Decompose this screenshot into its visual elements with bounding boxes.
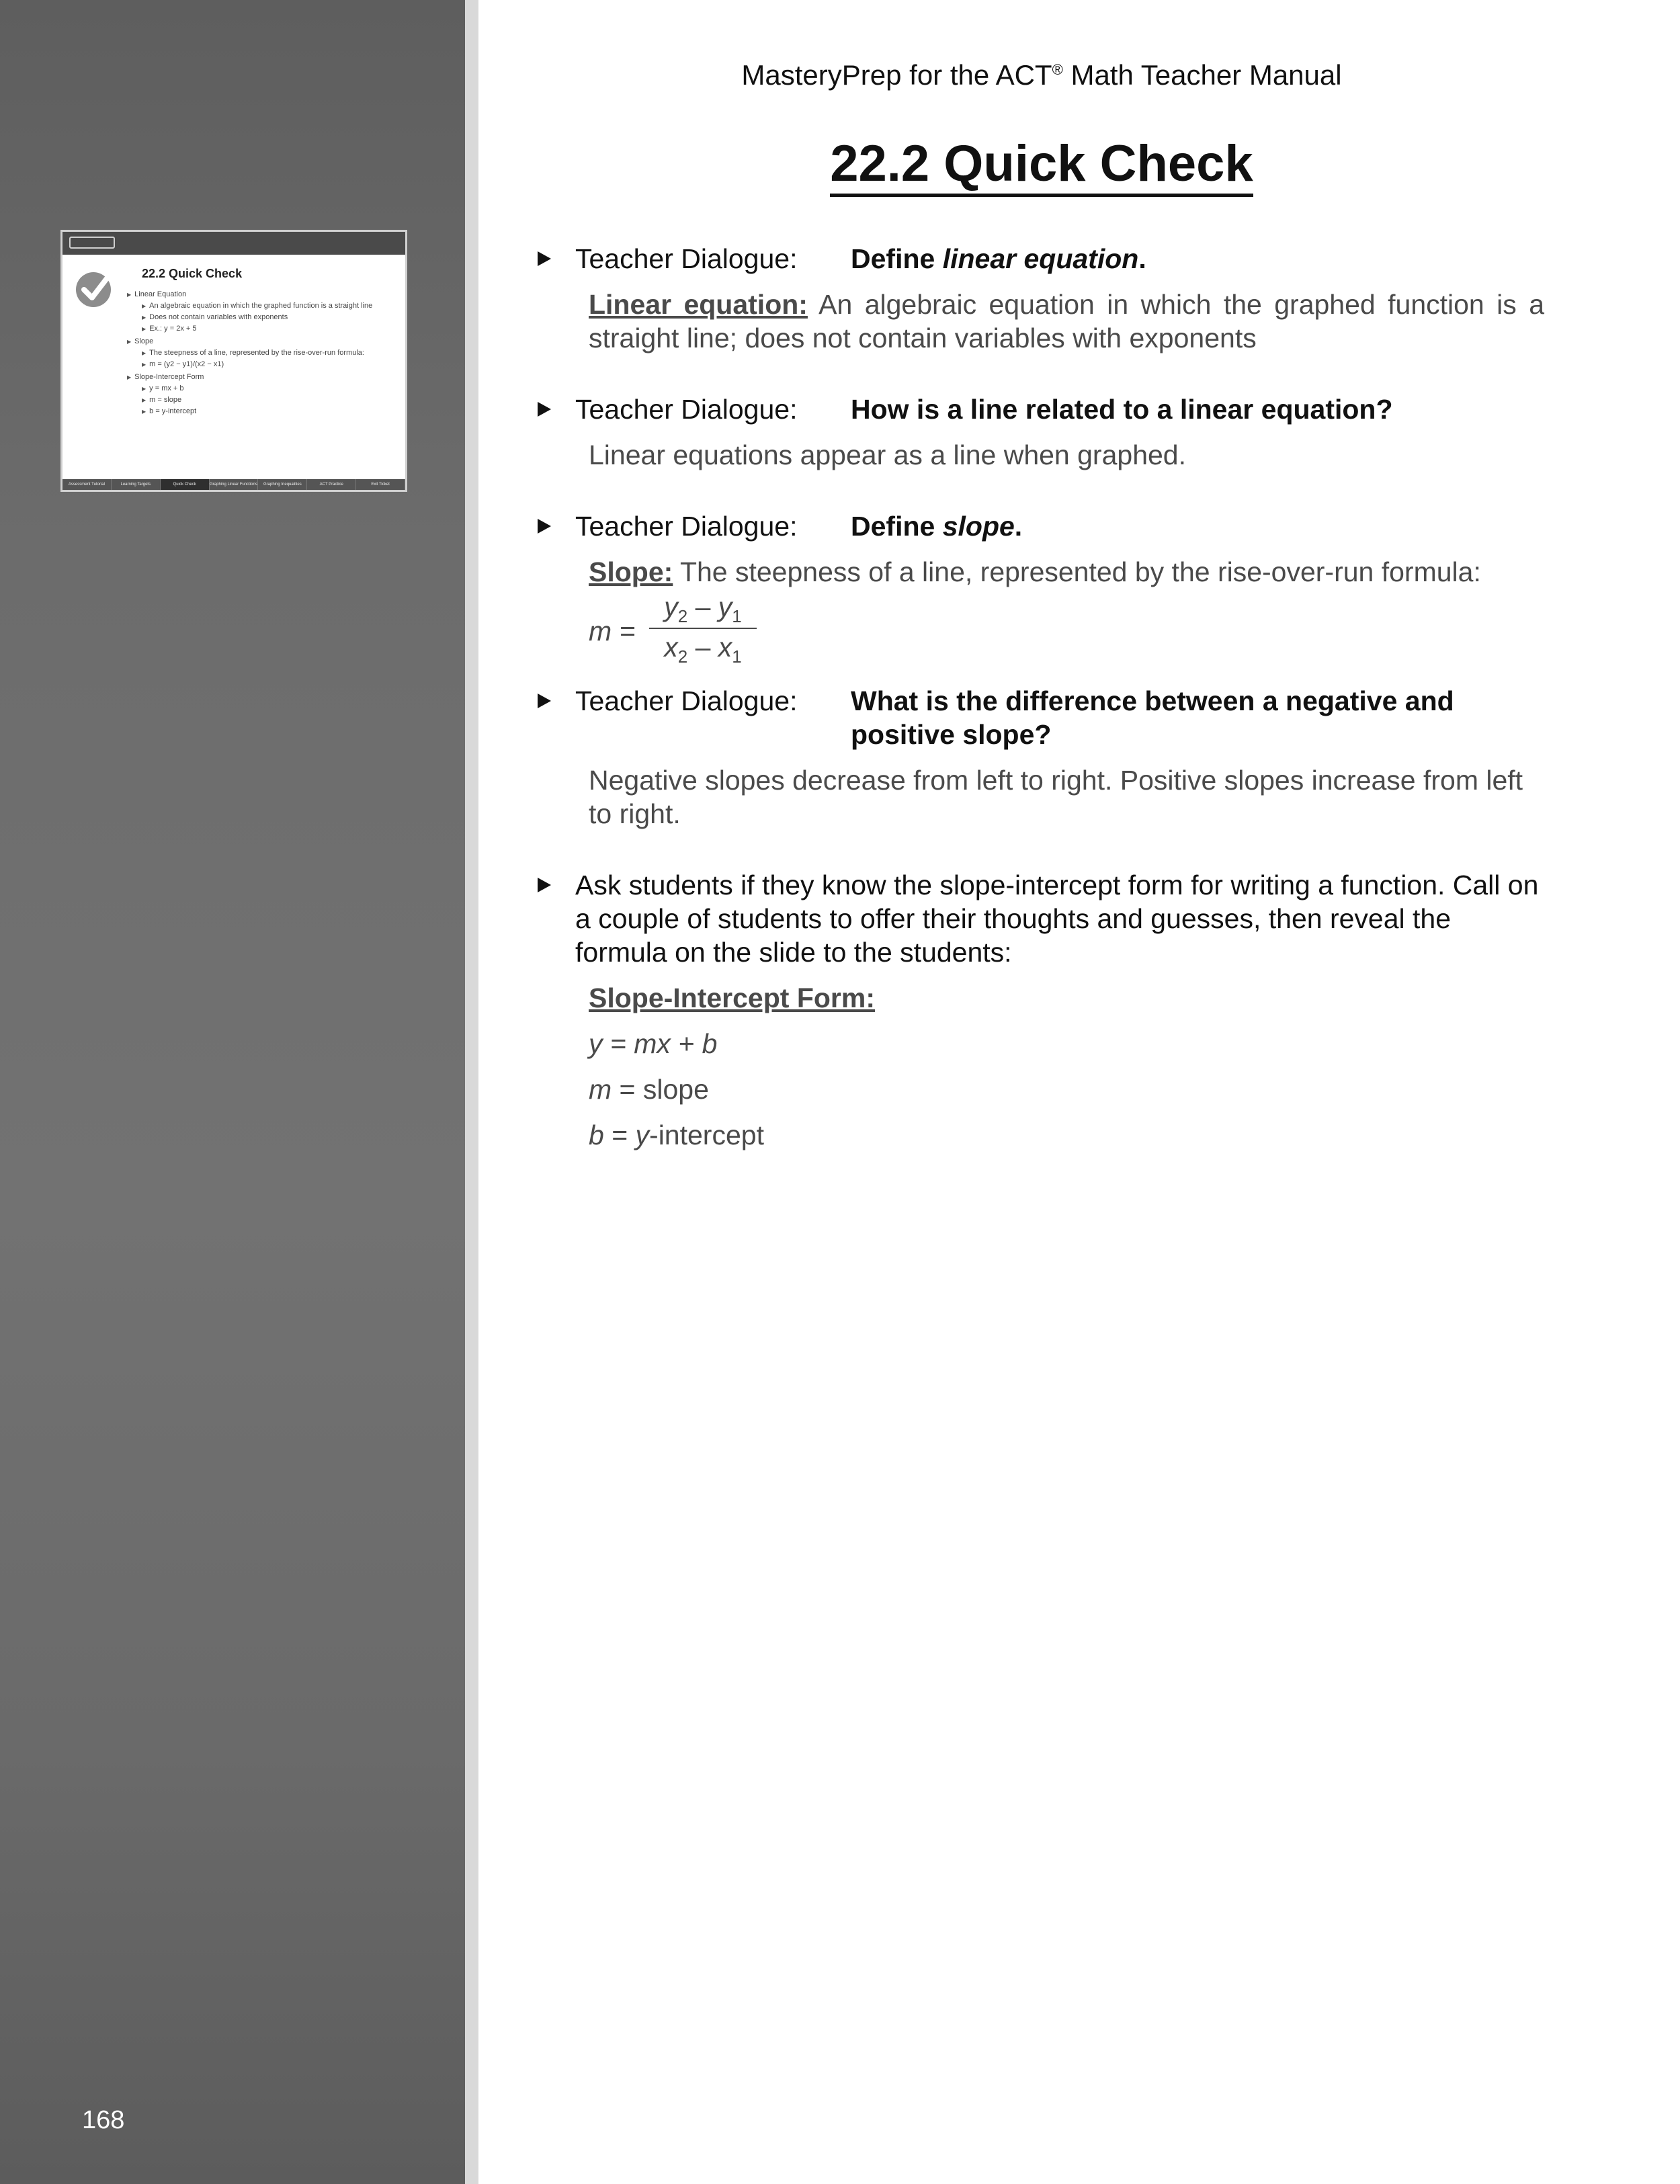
page-title bbox=[478, 134, 1605, 193]
slide-title: 22.2 Quick Check bbox=[142, 267, 243, 280]
teacher-dialogue-label: Teacher Dialogue: bbox=[575, 243, 798, 274]
slide-nav-bar bbox=[62, 479, 405, 490]
prompt-emphasis: slope bbox=[942, 511, 1015, 542]
dialogue-prompt bbox=[851, 509, 1543, 543]
slide-bullet-text: Slope-Intercept Form bbox=[134, 373, 204, 381]
dialogue-row bbox=[538, 684, 1546, 751]
num-var: y bbox=[718, 591, 732, 622]
formula-line-3 bbox=[589, 1118, 1544, 1152]
slide-bullet-item bbox=[142, 348, 398, 358]
num-var: y bbox=[664, 591, 678, 622]
var-m: m bbox=[589, 1074, 612, 1105]
slide-header-bar bbox=[62, 232, 405, 255]
slide-bullet-icon: ▶ bbox=[142, 397, 146, 403]
formula-denominator bbox=[649, 632, 757, 667]
answer-text bbox=[589, 555, 1544, 589]
slide-nav-item: Graphing Linear Functions bbox=[210, 479, 259, 490]
dialogue-prompt bbox=[851, 242, 1543, 276]
slide-nav-item: Graphing Inequalities bbox=[258, 479, 307, 490]
slide-bullet-icon: ▶ bbox=[142, 409, 146, 415]
slope-formula bbox=[589, 591, 742, 667]
den-var: x bbox=[718, 632, 732, 663]
slide-bullet-text: Ex.: y = 2x + 5 bbox=[149, 325, 197, 333]
slide-bullet-item bbox=[142, 384, 398, 394]
dialogue-item-slope-sign bbox=[538, 684, 1546, 829]
slide-bullet-text: b = y-intercept bbox=[149, 407, 197, 415]
page-title-text: 22.2 Quick Check bbox=[830, 135, 1253, 197]
instruction-text: Ask students if they know the slope-intercept form for writing a function. Call on a couple of students to offer their thoughts and guesses, then reveal the formula on the slide to the students: bbox=[575, 870, 1539, 968]
answer-text: Negative slopes decrease from left to right. Positive slopes increase from left to right. bbox=[589, 765, 1523, 829]
sidebar-divider bbox=[465, 0, 478, 2184]
registered-mark: ® bbox=[1052, 61, 1063, 78]
slide-bullet-item bbox=[127, 290, 398, 300]
num-minus: – bbox=[687, 591, 718, 622]
teacher-dialogue-label: Teacher Dialogue: bbox=[575, 685, 798, 716]
prompt-post: . bbox=[1138, 243, 1146, 274]
slide-bullet-icon: ▶ bbox=[142, 350, 146, 356]
slide-bullet-text: m = (y2 − y1)/(x2 − x1) bbox=[149, 360, 224, 368]
checkmark-icon bbox=[73, 267, 116, 310]
slide-bullet-item bbox=[142, 324, 398, 334]
dialogue-item-line-relation bbox=[538, 392, 1546, 470]
formula-line-2 bbox=[589, 1073, 1544, 1106]
bullet-triangle-icon bbox=[538, 694, 551, 708]
slide-nav-item: Learning Targets bbox=[112, 479, 161, 490]
slide-bullet-text: The steepness of a line, represented by the rise-over-run formula: bbox=[149, 349, 364, 357]
slide-thumbnail bbox=[60, 230, 407, 492]
fraction-bar bbox=[649, 628, 757, 629]
prompt-emphasis: linear equation bbox=[942, 243, 1139, 274]
slide-bullet-icon: ▶ bbox=[142, 386, 146, 392]
header-title-post: Math Teacher Manual bbox=[1062, 59, 1342, 91]
answer-term: Linear equation: bbox=[589, 289, 808, 320]
slide-bullet-icon: ▶ bbox=[142, 326, 146, 332]
bullet-triangle-icon bbox=[538, 519, 551, 534]
formula-line-1: y = mx + b bbox=[589, 1028, 718, 1059]
page-number: 168 bbox=[82, 2106, 125, 2134]
dialogue-item-linear-equation bbox=[538, 242, 1546, 353]
slide-bullet-text: Does not contain variables with exponents bbox=[149, 313, 288, 321]
slide-bullet-text: Slope bbox=[134, 337, 154, 345]
den-var: x bbox=[664, 632, 678, 663]
slide-bullet-text: m = slope bbox=[149, 396, 182, 404]
slide-bullet-text: An algebraic equation in which the graphed function is a straight line bbox=[149, 302, 373, 310]
teacher-dialogue-label: Teacher Dialogue: bbox=[575, 394, 798, 425]
slide-bullet-text: y = mx + b bbox=[149, 384, 184, 392]
dialogue-row bbox=[538, 242, 1546, 280]
bullet-triangle-icon bbox=[538, 878, 551, 892]
intercept-text: -intercept bbox=[649, 1120, 764, 1150]
prompt-post: . bbox=[1014, 511, 1023, 542]
answer-term: Slope-Intercept Form: bbox=[589, 982, 875, 1013]
dialogue-item-slope bbox=[538, 509, 1546, 667]
slide-bullet-icon: ▶ bbox=[127, 339, 132, 345]
num-sub: 2 bbox=[677, 606, 688, 627]
slide-bullet-item bbox=[142, 360, 398, 370]
equals-text: = bbox=[603, 1120, 636, 1150]
slide-nav-item: ACT Practice bbox=[307, 479, 356, 490]
formula-numerator bbox=[649, 591, 757, 627]
answer-body: The steepness of a line, represented by the rise-over-run formula: bbox=[673, 556, 1481, 587]
slide-bullet-icon: ▶ bbox=[142, 303, 146, 309]
dialogue-prompt: How is a line related to a linear equation? bbox=[851, 394, 1393, 425]
slide-bullet-item bbox=[142, 312, 398, 323]
var-b: b bbox=[589, 1120, 604, 1150]
answer-text: Linear equations appear as a line when graphed. bbox=[589, 439, 1186, 470]
answer-term-line bbox=[589, 981, 1544, 1015]
answer-text bbox=[589, 288, 1544, 355]
slide-bullet-item bbox=[127, 337, 398, 347]
running-header bbox=[478, 59, 1605, 91]
slope-text: = slope bbox=[612, 1074, 709, 1105]
slide-bullet-text: Linear Equation bbox=[134, 290, 187, 298]
slide-bullet-item bbox=[142, 407, 398, 417]
den-sub: 1 bbox=[732, 646, 742, 667]
slide-bullet-icon: ▶ bbox=[127, 374, 132, 380]
slide-nav-item: Quick Check bbox=[161, 479, 210, 490]
slide-nav-item: Exit Ticket bbox=[356, 479, 405, 490]
prompt-pre: Define bbox=[851, 243, 943, 274]
slide-bullet-icon: ▶ bbox=[142, 314, 146, 321]
dialogue-row bbox=[538, 509, 1546, 547]
den-minus: – bbox=[687, 632, 718, 663]
answer-body: An algebraic equation in which the graphed function is a straight line; does not contain variables with exponents bbox=[589, 289, 1544, 353]
slide-bullet-item bbox=[127, 372, 398, 382]
dialogue-row bbox=[538, 392, 1546, 430]
header-title-pre: MasteryPrep for the ACT bbox=[741, 59, 1052, 91]
num-sub: 1 bbox=[732, 606, 742, 627]
bullet-triangle-icon bbox=[538, 402, 551, 417]
bullet-triangle-icon bbox=[538, 251, 551, 266]
dialogue-prompt: What is the difference between a negative and positive slope? bbox=[851, 685, 1454, 750]
slide-bullet-icon: ▶ bbox=[127, 292, 132, 298]
slide-nav-item: Assessment Tutorial bbox=[62, 479, 112, 490]
var-y: y bbox=[635, 1120, 650, 1150]
slide-bullet-item bbox=[142, 301, 398, 311]
slide-bullet-item bbox=[142, 395, 398, 405]
prompt-pre: Define bbox=[851, 511, 943, 542]
slide-bullet-list bbox=[127, 287, 398, 418]
teacher-dialogue-label: Teacher Dialogue: bbox=[575, 511, 798, 542]
slide-bullet-icon: ▶ bbox=[142, 362, 146, 368]
formula-lhs: m = bbox=[589, 616, 636, 646]
den-sub: 2 bbox=[677, 646, 688, 667]
slide-logo-icon bbox=[69, 237, 115, 249]
answer-term: Slope: bbox=[589, 556, 673, 587]
